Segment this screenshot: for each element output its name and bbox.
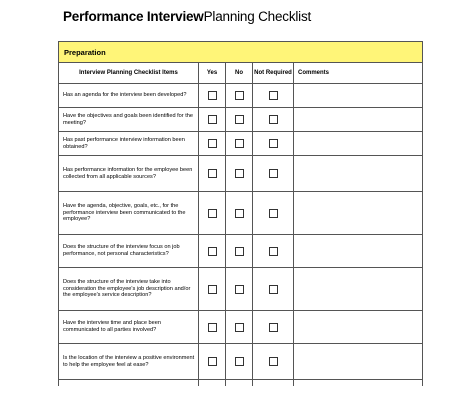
header-comments: Comments bbox=[294, 63, 423, 84]
no-checkbox[interactable] bbox=[235, 115, 244, 124]
table-row bbox=[59, 192, 423, 235]
yes-checkbox[interactable] bbox=[208, 323, 217, 332]
yes-checkbox[interactable] bbox=[208, 357, 217, 366]
header-yes: Yes bbox=[199, 63, 226, 84]
yes-checkbox[interactable] bbox=[208, 247, 217, 256]
table-row bbox=[59, 156, 423, 192]
table-row bbox=[59, 268, 423, 311]
title-normal-part: Planning Checklist bbox=[203, 9, 312, 24]
header-no: No bbox=[226, 63, 253, 84]
no-checkbox[interactable] bbox=[235, 323, 244, 332]
no-checkbox[interactable] bbox=[235, 139, 244, 148]
no-checkbox[interactable] bbox=[235, 247, 244, 256]
yes-checkbox[interactable] bbox=[208, 169, 217, 178]
no-checkbox[interactable] bbox=[235, 91, 244, 100]
table-row bbox=[59, 311, 423, 344]
no-checkbox[interactable] bbox=[235, 169, 244, 178]
header-not-required: Not Required bbox=[253, 63, 294, 84]
not-required-checkbox[interactable] bbox=[269, 139, 278, 148]
not-required-checkbox[interactable] bbox=[269, 247, 278, 256]
not-required-checkbox[interactable] bbox=[269, 357, 278, 366]
column-header-row bbox=[59, 63, 423, 84]
table-row bbox=[59, 132, 423, 156]
not-required-checkbox[interactable] bbox=[269, 285, 278, 294]
comments-cell[interactable] bbox=[294, 235, 423, 268]
table-row bbox=[59, 108, 423, 132]
not-required-checkbox[interactable] bbox=[269, 323, 278, 332]
yes-checkbox[interactable] bbox=[208, 115, 217, 124]
not-required-checkbox[interactable] bbox=[269, 209, 278, 218]
no-checkbox[interactable] bbox=[235, 357, 244, 366]
not-required-checkbox[interactable] bbox=[269, 115, 278, 124]
table-row bbox=[59, 344, 423, 380]
checklist-table bbox=[58, 41, 423, 386]
checklist-question: Is the location of the interview a positive environment to help the employee feel at ease? bbox=[59, 344, 199, 380]
checklist-question: Has an agenda for the interview been developed? bbox=[59, 84, 199, 108]
checklist-question: Does the structure of the interview take into consideration the employee's job description and/or the employee's service description? bbox=[59, 268, 199, 311]
comments-cell[interactable] bbox=[294, 311, 423, 344]
comments-cell[interactable] bbox=[294, 84, 423, 108]
no-checkbox[interactable] bbox=[235, 209, 244, 218]
yes-checkbox[interactable] bbox=[208, 209, 217, 218]
checklist-question: Has past performance interview information been obtained? bbox=[59, 132, 199, 156]
yes-checkbox[interactable] bbox=[208, 139, 217, 148]
table-row bbox=[59, 235, 423, 268]
comments-cell[interactable] bbox=[294, 344, 423, 380]
checklist-question: Have the agenda, objective, goals, etc., for the performance interview been communicated to the employee? bbox=[59, 192, 199, 235]
section-header-row bbox=[59, 42, 423, 63]
comments-cell[interactable] bbox=[294, 132, 423, 156]
comments-cell[interactable] bbox=[294, 108, 423, 132]
title-bold-part: Performance Interview bbox=[63, 9, 204, 24]
no-checkbox[interactable] bbox=[235, 285, 244, 294]
comments-cell[interactable] bbox=[294, 156, 423, 192]
table-row bbox=[59, 84, 423, 108]
header-items: Interview Planning Checklist Items bbox=[59, 63, 199, 84]
yes-checkbox[interactable] bbox=[208, 91, 217, 100]
not-required-checkbox[interactable] bbox=[269, 91, 278, 100]
comments-cell[interactable] bbox=[294, 268, 423, 311]
section-title: Preparation bbox=[59, 42, 423, 63]
not-required-checkbox[interactable] bbox=[269, 169, 278, 178]
table-row-cutoff bbox=[59, 380, 423, 387]
document-title bbox=[63, 9, 311, 24]
checklist-question: Have the interview time and place been communicated to all parties involved? bbox=[59, 311, 199, 344]
comments-cell[interactable] bbox=[294, 192, 423, 235]
checklist-question: Have the objectives and goals been identified for the meeting? bbox=[59, 108, 199, 132]
checklist-question: Does the structure of the interview focus on job performance, not personal characteristics? bbox=[59, 235, 199, 268]
checklist-question: Has performance information for the employee been collected from all applicable sources? bbox=[59, 156, 199, 192]
yes-checkbox[interactable] bbox=[208, 285, 217, 294]
